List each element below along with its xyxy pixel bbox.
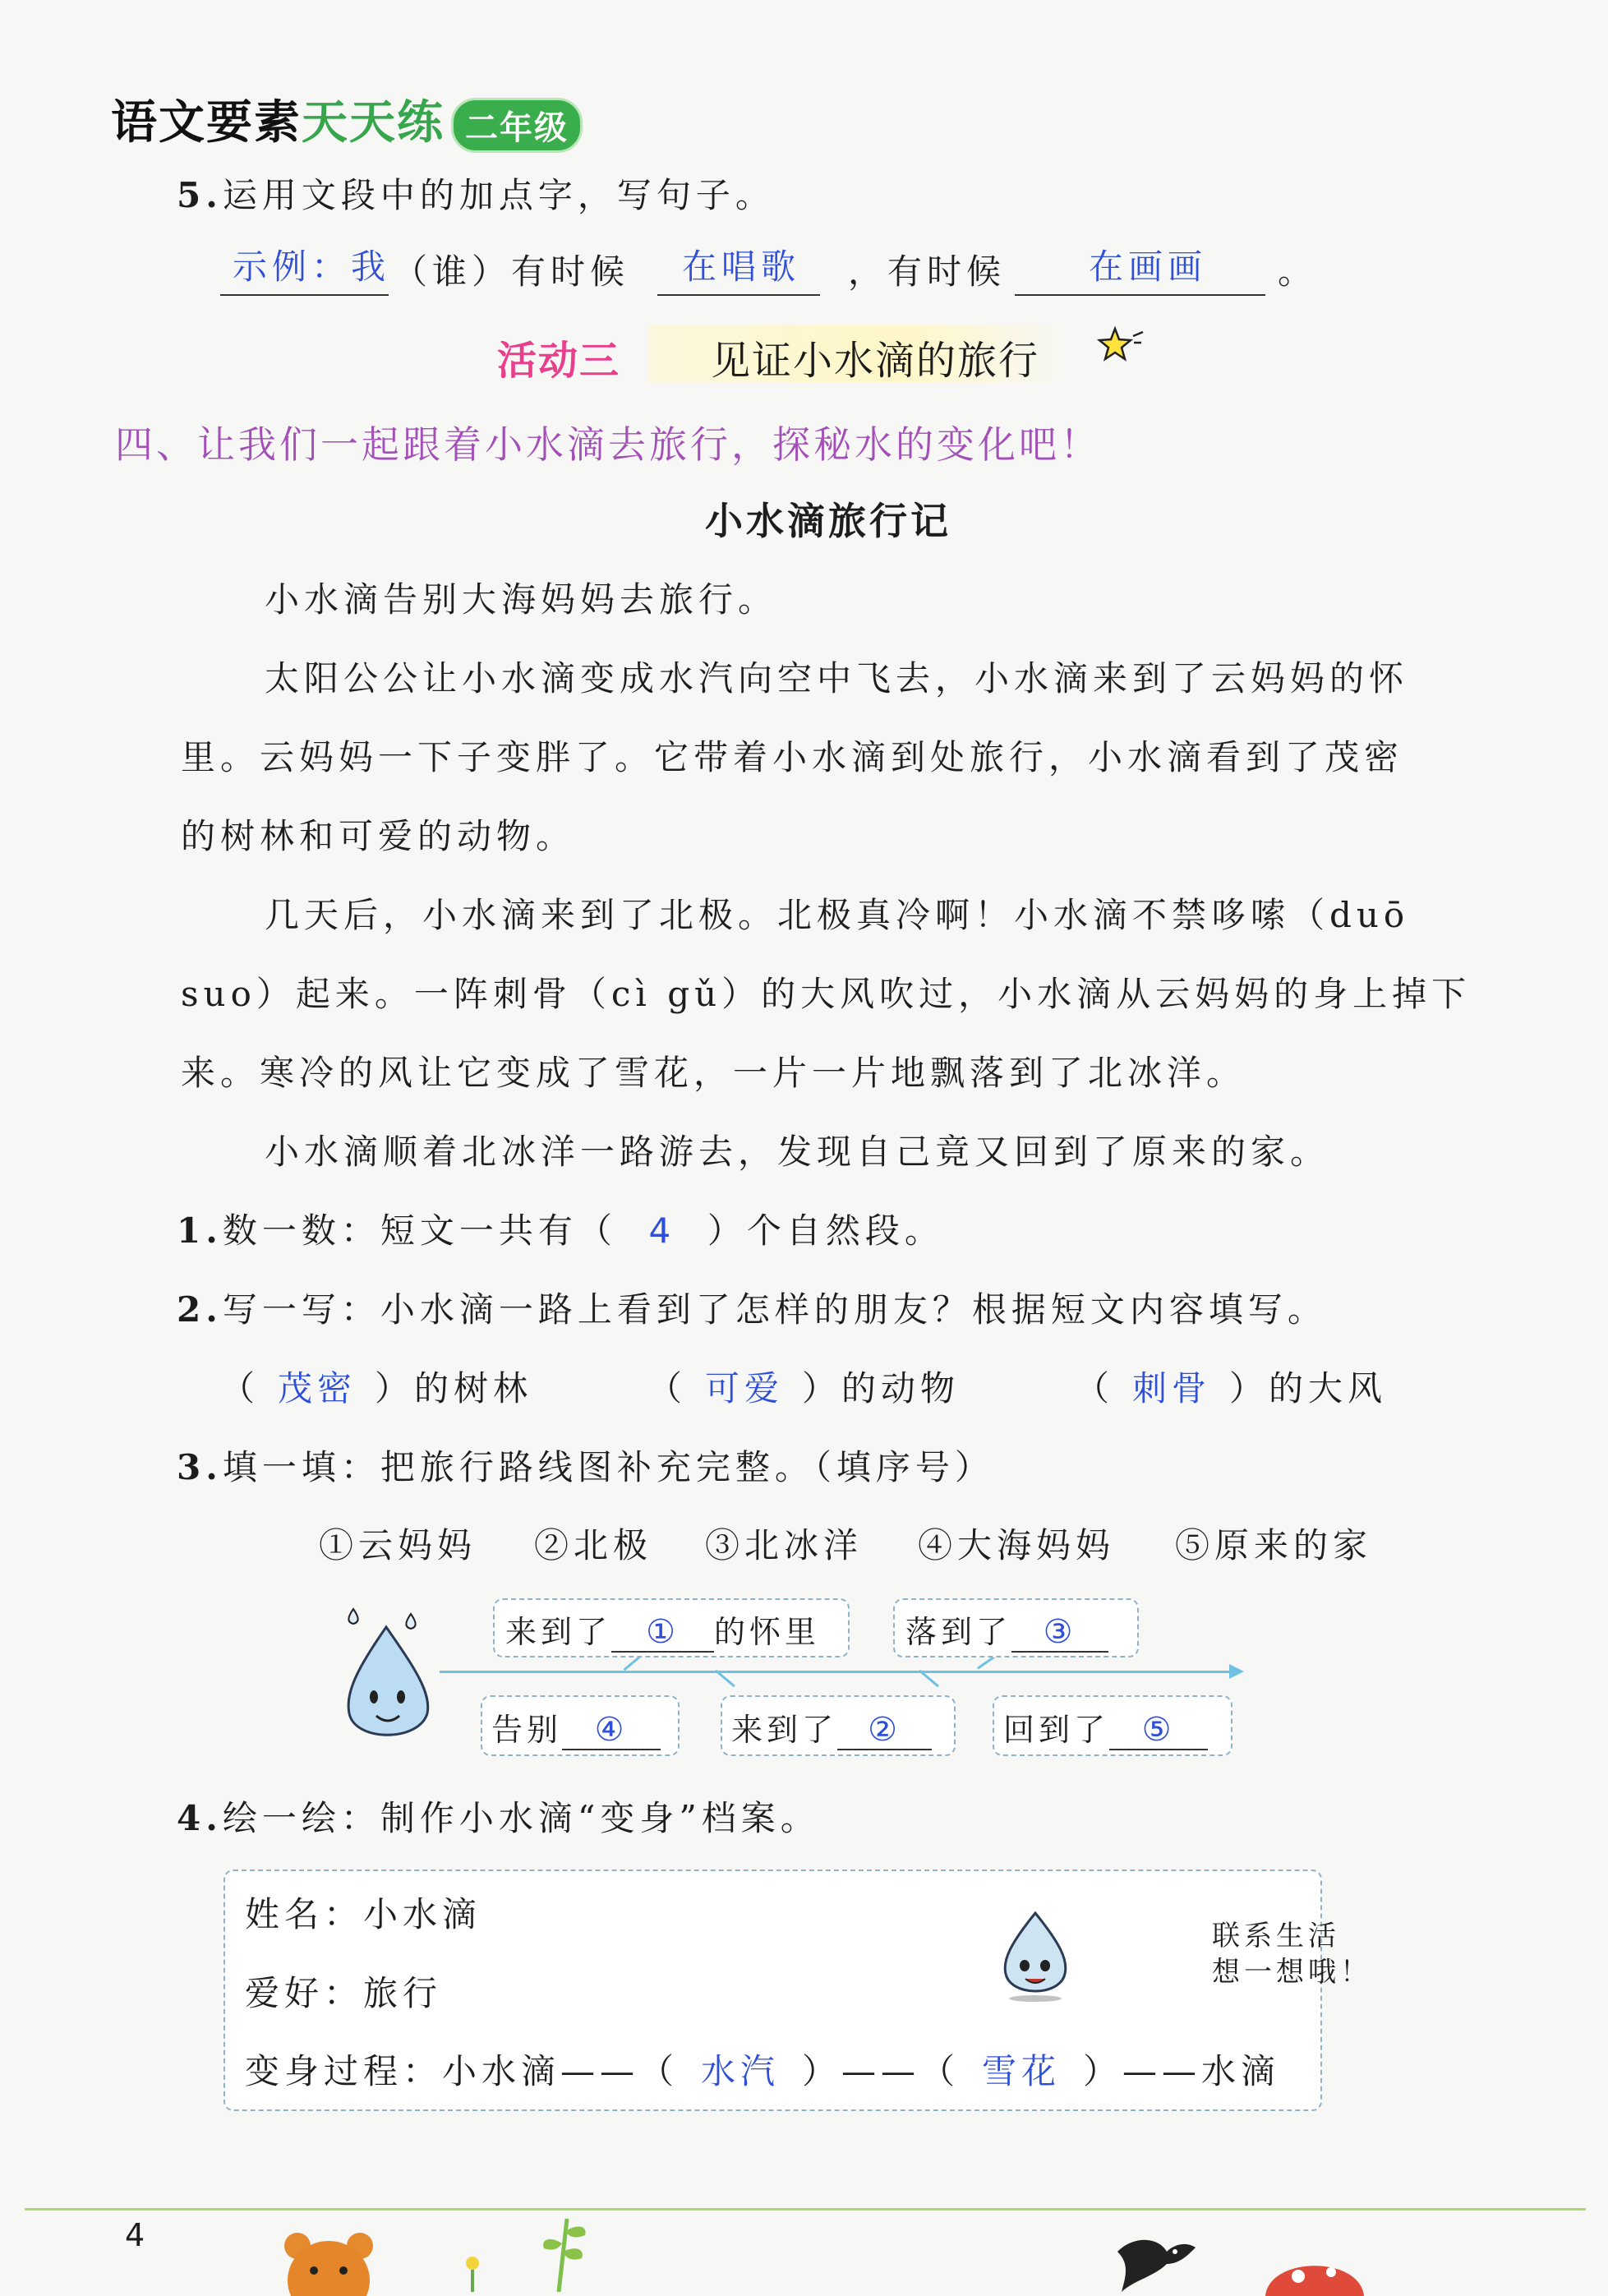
q2-item-3-suffix: ）的大风 [1229, 1368, 1388, 1408]
route-arrow [440, 1671, 1241, 1673]
q2-item-2-answer: 可爱 [705, 1368, 785, 1408]
q5-example-label: 示例：我 [233, 247, 391, 287]
q4-prompt: 绘一绘：制作小水滴“变身”档案。 [222, 1798, 820, 1838]
profile-process-mid: ）——（ [802, 2051, 961, 2091]
q2-item-1-suffix: ）的树林 [375, 1368, 533, 1408]
story-paragraph-3-line-3: 来。寒冷的风让它变成了雪花，一片一片地飘落到了北冰洋。 [181, 1053, 1246, 1093]
q1-answer: 4 [648, 1210, 676, 1251]
brand-dark-text: 语文要素 [111, 96, 302, 150]
q2-item-1 [220, 1362, 532, 1411]
grade-badge: 二年级 [451, 98, 583, 153]
route-step-ocean-text [905, 1607, 1108, 1653]
activity-badge: 活动三 [497, 338, 621, 384]
route-step-ocean-answer: ③ [1011, 1613, 1108, 1653]
q2-item-1-answer: 茂密 [278, 1368, 357, 1408]
q1-question [177, 1204, 944, 1253]
q5-number: 5. [177, 175, 223, 215]
bear-decoration-icon [279, 2223, 378, 2296]
route-step-home-label: 回到了 [1003, 1712, 1110, 1748]
q3-option-1: ①云妈妈 [319, 1525, 477, 1565]
story-paragraph-2-line-2: 里。云妈妈一下子变胖了。它带着小水滴到处旅行，小水滴看到了茂密 [181, 737, 1404, 777]
water-droplet-mascot-icon [994, 1906, 1076, 2008]
q1-number: 1. [177, 1210, 223, 1251]
q5-answer-1: 在唱歌 [682, 247, 801, 287]
q2-item-1-open: （ [220, 1368, 260, 1408]
tip-line-1: 联系生活 [1212, 1920, 1340, 1953]
q2-item-3-open: （ [1075, 1368, 1115, 1408]
q3-option-3: ③北冰洋 [705, 1525, 864, 1565]
story-paragraph-2-line-3: 的树林和可爱的动物。 [181, 816, 576, 856]
q4-number: 4. [177, 1798, 223, 1838]
story-paragraph-4: 小水滴顺着北冰洋一路游去，发现自己竟又回到了原来的家。 [265, 1132, 1330, 1172]
q2-item-3-answer: 刺骨 [1132, 1368, 1212, 1408]
profile-name-line: 姓名：小水滴 [245, 1894, 482, 1934]
q2-item-2 [647, 1362, 960, 1411]
profile-process-label: 变身过程：小水滴——（ [245, 2051, 680, 2091]
q3-option-4: ④大海妈妈 [918, 1525, 1116, 1565]
route-step-home-answer: ⑤ [1109, 1711, 1208, 1750]
route-step-farewell-answer: ④ [562, 1711, 661, 1750]
route-step-arctic-answer: ② [837, 1711, 932, 1750]
profile-hobby-line: 爱好：旅行 [245, 1973, 443, 2013]
section-4-title: 四、让我们一起跟着小水滴去旅行，探秘水的变化吧！ [115, 422, 1101, 467]
q2-item-2-suffix: ）的动物 [802, 1368, 961, 1408]
story-paragraph-3-line-2: suo）起来。一阵刺骨（cì gǔ）的大风吹过，小水滴从云妈妈的身上掉下 [181, 974, 1472, 1014]
mushroom-decoration-icon [1261, 2231, 1368, 2296]
q2-question [177, 1283, 1327, 1332]
q1-text-a: 数一数：短文一共有（ [222, 1210, 617, 1251]
q3-prompt: 填一填：把旅行路线图补充完整。（填序号） [222, 1447, 994, 1487]
story-paragraph-1: 小水滴告别大海妈妈去旅行。 [265, 579, 778, 620]
q2-item-3 [1075, 1362, 1387, 1411]
route-step-cloud-answer: ① [611, 1613, 714, 1653]
q3-option-5: ⑤原来的家 [1175, 1525, 1373, 1565]
route-step-cloud-label: 来到了 [505, 1614, 612, 1650]
flower-decoration-icon [456, 2252, 489, 2295]
story-paragraph-3-line-1: 几天后，小水滴来到了北极。北极真冷啊！小水滴不禁哆嗦（duō [265, 895, 1410, 935]
profile-process-line [245, 2045, 1280, 2094]
story-title: 小水滴旅行记 [705, 499, 951, 543]
q2-number: 2. [177, 1289, 223, 1330]
water-droplet-icon [337, 1594, 452, 1762]
route-step-arctic-label: 来到了 [731, 1712, 838, 1748]
q2-item-2-open: （ [647, 1368, 688, 1408]
route-step-cloud-text [505, 1607, 820, 1653]
q5-answer-2: 在画画 [1089, 247, 1208, 287]
q5-prompt [177, 168, 775, 218]
q3-number: 3. [177, 1447, 223, 1487]
footer-divider [25, 2208, 1586, 2211]
q4-question [177, 1791, 820, 1841]
q1-text-b: ）个自然段。 [707, 1210, 944, 1251]
q5-who-text: （谁）有时候 [393, 251, 630, 292]
route-step-cloud-suffix: 的怀里 [714, 1614, 821, 1650]
q3-option-2: ②北极 [534, 1525, 653, 1565]
q5-answer-2-underline [1015, 294, 1265, 296]
star-icon [1097, 325, 1146, 369]
q3-question [177, 1441, 994, 1490]
bird-decoration-icon [1109, 2219, 1200, 2295]
book-brand-title [111, 86, 583, 153]
route-step-home-text [1003, 1704, 1208, 1750]
q2-prompt: 写一写：小水滴一路上看到了怎样的朋友？根据短文内容填写。 [222, 1289, 1327, 1330]
profile-answer-2: 雪花 [982, 2051, 1062, 2091]
route-step-ocean-label: 落到了 [905, 1614, 1012, 1650]
leaf-decoration-icon [534, 2211, 592, 2295]
q5-example-underline [220, 294, 389, 296]
q5-prompt-text: 运用文段中的加点字，写句子。 [222, 175, 775, 215]
brand-green-text: 天天练 [302, 96, 445, 150]
profile-process-end: ）——水滴 [1083, 2051, 1281, 2091]
q5-answer-1-underline [657, 294, 820, 296]
tip-line-2: 想一想哦！ [1212, 1956, 1372, 1989]
activity-title: 见证小水滴的旅行 [711, 338, 1040, 384]
page-number: 4 [125, 2217, 145, 2253]
q5-sometimes-text: ，有时候 [848, 251, 1007, 292]
route-step-farewell-text [491, 1704, 661, 1750]
story-paragraph-2-line-1: 太阳公公让小水滴变成水汽向空中飞去，小水滴来到了云妈妈的怀 [265, 658, 1409, 698]
route-step-farewell-label: 告别 [491, 1712, 563, 1748]
q5-end-mark: 。 [1278, 251, 1318, 292]
route-step-arctic-text [731, 1704, 932, 1750]
profile-answer-1: 水汽 [701, 2051, 781, 2091]
